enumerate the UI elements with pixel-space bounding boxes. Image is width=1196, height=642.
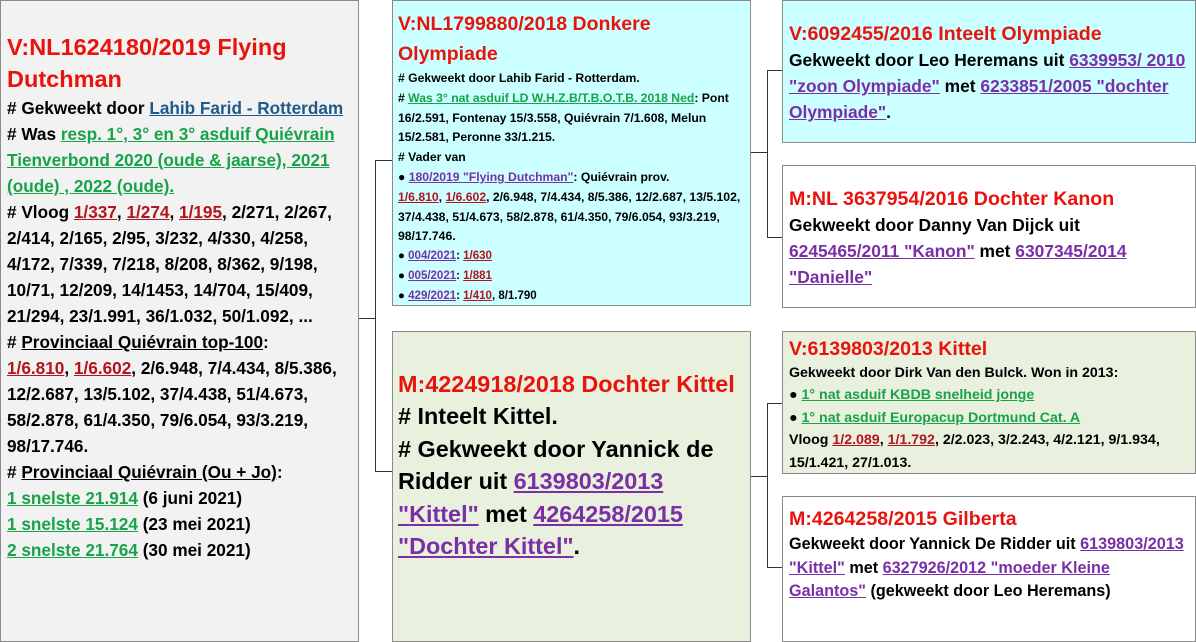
separator: , [169, 202, 180, 222]
was-prefix: # [398, 90, 409, 105]
gs1-link-2[interactable]: 6233851/2005 "dochter Olympiade" [789, 76, 1169, 122]
connector-line [767, 237, 783, 238]
connector-line [358, 318, 376, 319]
dam-end: . [573, 533, 581, 560]
child-item: ● 429/2021: 1/410, 8/1.790 [398, 287, 744, 306]
prov-result-date: (23 mei 2021) [137, 514, 251, 534]
gd1-link-1[interactable]: 6245465/2011 "Kanon" [789, 241, 975, 261]
top100-prefix: # [7, 332, 22, 352]
gs1-end: . [886, 102, 892, 122]
flights-prefix: # Vloog [7, 202, 74, 222]
was-prefix: # Was [7, 124, 61, 144]
gd2-link-2[interactable]: 6327926/2012 "moeder Kleine Galantos" [789, 558, 1110, 601]
child-item [398, 168, 744, 247]
gd2-bred-prefix: Gekweekt door Yannick De Ridder uit [789, 535, 1081, 553]
child-item: ● 004/2021: 1/630 [398, 247, 744, 267]
gs2-flight-link[interactable]: 1/1.792 [887, 432, 935, 449]
prov-label: Provinciaal Quiévrain (Ou + Jo) [21, 462, 277, 482]
gs2-flight-link[interactable]: 1/2.089 [832, 432, 880, 449]
win-link[interactable]: 1° nat asduif Europacup Dortmund Cat. A [801, 409, 1081, 426]
separator: , [116, 202, 127, 222]
gd1-link-2[interactable]: 6307345/2014 "Danielle" [789, 241, 1127, 287]
granddam-2-title: M:4264258/2015 Gilberta [789, 508, 1017, 530]
sire-was-rest: : Pont 16/2.591, Fontenay 15/3.558, Quiévrain 7/1.608, Melun 15/2.581, Peronne 33/1.215. [398, 90, 729, 145]
gd1-bred-prefix: Gekweekt door Danny Van Dijck uit [789, 215, 1080, 235]
dam-father-link[interactable]: 6139803/2013 "Kittel" [398, 468, 664, 527]
child-rest: : Quiévrain prov. [573, 169, 670, 184]
win-link[interactable]: 1° nat asduif KBDB snelheid jonge [801, 387, 1035, 404]
child-tail: , 8/1.790 [491, 289, 537, 302]
child-result-link[interactable]: 1/6.810 [398, 189, 439, 204]
win-item [789, 384, 1189, 406]
child-tail: , 2/6.948, 7/4.434, 8/5.386, 12/2.687, 13/5.102, 37/4.438, 51/4.673, 58/2.878, 61/4.350, 79/6.054, 93/3.219, 98/17.746. [398, 189, 741, 244]
top100-link[interactable]: 1/6.810 [7, 358, 65, 378]
sire-bred: # Gekweekt door Lahib Farid - Rotterdam. [398, 71, 640, 85]
met-text: met [974, 241, 1016, 261]
met-text: met [844, 558, 883, 577]
dam-title: M:4224918/2018 Dochter Kittel [398, 371, 735, 397]
win-item [789, 407, 1189, 429]
child-link[interactable]: 004/2021 [408, 250, 457, 263]
flights-rest: , 2/271, 2/267, 2/414, 2/165, 2/95, 3/232, 4/330, 4/258, 4/172, 7/339, 7/218, 8/208, 8/362, 9/198, 10/71, 12/209, 14/1453, 14/704, 15/409, 21/294, 23/1.991, 36/1.032, 50/1.092, ... [7, 202, 332, 326]
sire-was-link[interactable]: Was 3° nat asduif LD W.H.Z.B/T.B.O.T.B. 2018 Ned [408, 90, 695, 105]
met-text: met [939, 76, 981, 96]
dam-mother-link[interactable]: 4264258/2015 "Dochter Kittel" [398, 500, 683, 560]
sire-card [392, 0, 751, 306]
bred-prefix: # Gekweekt door [7, 98, 150, 118]
connector-line [375, 160, 376, 472]
top100-colon: : [263, 332, 269, 352]
gs2-flights-rest: , 2/2.023, 3/2.243, 4/2.121, 9/1.934, 15/1.421, 27/1.013. [789, 432, 1160, 471]
child-link[interactable]: 005/2021 [408, 269, 457, 282]
top100-rest: , 2/6.948, 7/4.434, 8/5.386, 12/2.687, 13/5.102, 37/4.438, 51/4.673, 58/2.878, 61/4.350, 79/6.054, 93/3.219, 98/17.746. [7, 358, 337, 456]
gs1-link-1[interactable]: 6339953/ 2010 "zoon Olympiade" [789, 50, 1186, 96]
child-result-link[interactable]: 1/6.602 [445, 189, 487, 204]
grandsire-1-card [782, 0, 1196, 143]
connector-line [375, 471, 393, 472]
was-link[interactable]: resp. 1°, 3° en 3° asduif Quiévrain Tienverbond 2020 (oude & jaarse), 2021 (oude) , 2022 (oude). [7, 124, 335, 196]
grandsire-2-card [782, 331, 1196, 474]
prov-result-link[interactable]: 1 snelste 21.914 [7, 488, 138, 508]
dam-inbred: # Inteelt Kittel. [398, 403, 558, 430]
main-pigeon-card [0, 0, 359, 642]
flight-link[interactable]: 1/337 [73, 202, 117, 222]
breeder-link[interactable]: Lahib Farid - Rotterdam [149, 98, 344, 118]
top100-label: Provinciaal Quiévrain top-100 [21, 332, 264, 352]
dam-bred-prefix: # Gekweekt door Yannick de Ridder uit [398, 435, 714, 495]
main-title: V:NL1624180/2019 Flying Dutchman [7, 34, 287, 92]
gd2-rest: (gekweekt door Leo Heremans) [865, 582, 1111, 601]
gs1-bred-prefix: Gekweekt door Leo Heremans uit [789, 50, 1070, 70]
child-link[interactable]: 429/2021 [408, 289, 457, 302]
sire-title: V:NL1799880/2018 Donkere Olympiade [398, 13, 651, 65]
connector-line [767, 567, 783, 568]
connector-line [750, 152, 768, 153]
separator: , [879, 432, 888, 449]
prov-result-link[interactable]: 2 snelste 21.764 [7, 540, 138, 560]
grandsire-2-title: V:6139803/2013 Kittel [789, 338, 988, 360]
connector-line [750, 476, 768, 477]
father-of-label: # Vader van [398, 150, 466, 165]
gs2-bred: Gekweekt door Dirk Van den Bulck. Won in 2013: [789, 365, 1119, 381]
child-result-link[interactable]: 1/881 [463, 269, 492, 282]
prov-result-date: (30 mei 2021) [137, 540, 251, 560]
flight-link[interactable]: 1/195 [179, 202, 223, 222]
granddam-1-title: M:NL 3637954/2016 Dochter Kanon [789, 188, 1115, 210]
granddam-1-card [782, 165, 1196, 308]
separator: , [438, 189, 446, 204]
prov-result [7, 537, 354, 563]
grandsire-1-title: V:6092455/2016 Inteelt Olympiade [789, 23, 1102, 45]
top100-link[interactable]: 1/6.602 [73, 358, 132, 378]
prov-colon: : [276, 462, 283, 482]
gd2-link-1[interactable]: 6139803/2013 "Kittel" [789, 535, 1184, 577]
met-text: met [478, 500, 534, 527]
granddam-2-card [782, 496, 1196, 642]
child-result-link[interactable]: 1/410 [463, 289, 492, 302]
connector-line [767, 70, 768, 238]
child-item: ● 005/2021: 1/881 [398, 267, 744, 287]
prov-result-date: (6 juni 2021) [137, 488, 243, 508]
child-link[interactable]: 180/2019 "Flying Dutchman" [408, 169, 574, 184]
gs2-flights-prefix: Vloog [789, 432, 833, 449]
dam-card [392, 331, 751, 642]
connector-line [375, 160, 393, 161]
connector-line [767, 403, 783, 404]
prov-result [7, 511, 354, 537]
separator: , [64, 358, 74, 378]
prov-result [7, 485, 354, 511]
flight-link[interactable]: 1/274 [126, 202, 170, 222]
prov-result-link[interactable]: 1 snelste 15.124 [7, 514, 138, 534]
connector-line [767, 70, 783, 71]
prov-prefix: # [7, 462, 22, 482]
connector-line [767, 403, 768, 568]
child-result-link[interactable]: 1/630 [463, 250, 492, 263]
